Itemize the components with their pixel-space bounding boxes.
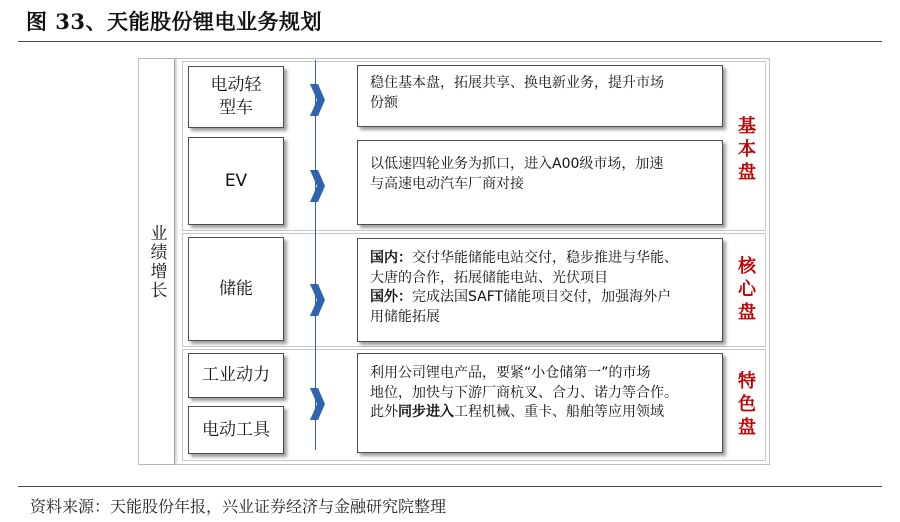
category-industrial-power: [188, 353, 284, 398]
domestic-text: 交付华能储能电站交付，稳步推进与华能、: [412, 250, 678, 266]
category-label: EV: [224, 170, 248, 191]
chevron-right-icon: [308, 169, 326, 203]
desc-line-3: [370, 403, 714, 423]
desc-storage: [357, 238, 723, 342]
source-rule: [18, 486, 882, 487]
desc-line: 与高速电动汽车厂商对接: [370, 175, 524, 192]
chevron-right-icon: [308, 283, 326, 317]
desc-light-vehicle: [357, 65, 723, 127]
category-light-vehicle: [188, 66, 284, 128]
side-label-basic: 基本盘: [735, 115, 756, 185]
category-ev: [188, 137, 284, 225]
desc-line: 地位，加快与下游厂商杭叉、合力、诺力等合作。: [370, 384, 678, 401]
category-label: 电动轻型车: [210, 75, 262, 118]
title-rule: [18, 41, 882, 42]
chevron-right-icon: [308, 387, 326, 421]
overseas-label: 国外：: [370, 289, 412, 305]
category-storage: [188, 237, 284, 341]
category-label: 工业动力: [202, 365, 270, 385]
desc-line-domestic: [370, 249, 714, 269]
desc-line: 以低速四轮业务为抓口，进入A00级市场，加速: [370, 156, 664, 172]
source-note: 资料来源：天能股份年报，兴业证券经济与金融研究院整理: [30, 497, 447, 516]
side-label-core: 核心盘: [735, 255, 756, 325]
growth-label: 业绩增长: [146, 223, 167, 300]
desc-line: 稳住基本盘，拓展共享、换电新业务，提升市场: [370, 75, 664, 91]
category-power-tools: [188, 406, 284, 454]
desc-line: 用储能拓展: [370, 308, 440, 325]
domestic-label: 国内：: [370, 250, 412, 266]
chevron-right-icon: [308, 83, 326, 117]
desc-ev: [357, 140, 723, 225]
desc-line: 大唐的合作，拓展储能电站、光伏项目: [370, 269, 608, 286]
desc-suffix: 工程机械、重卡、船舶等应用领域: [454, 404, 664, 420]
desc-line: 份额: [370, 94, 398, 111]
desc-prefix: 此外: [370, 404, 398, 420]
desc-line: 利用公司锂电产品，要紧“小仓储第一”的市场: [370, 365, 651, 381]
side-label-special: 特色盘: [735, 370, 756, 440]
figure-title: 图 33、天能股份锂电业务规划: [26, 9, 323, 34]
category-label: 储能: [219, 278, 253, 299]
category-label: 电动工具: [202, 419, 270, 440]
desc-line-overseas: [370, 288, 714, 308]
desc-special: [357, 353, 723, 453]
overseas-text: 完成法国SAFT储能项目交付，加强海外户: [412, 289, 672, 305]
desc-bold: 同步进入: [398, 404, 454, 420]
